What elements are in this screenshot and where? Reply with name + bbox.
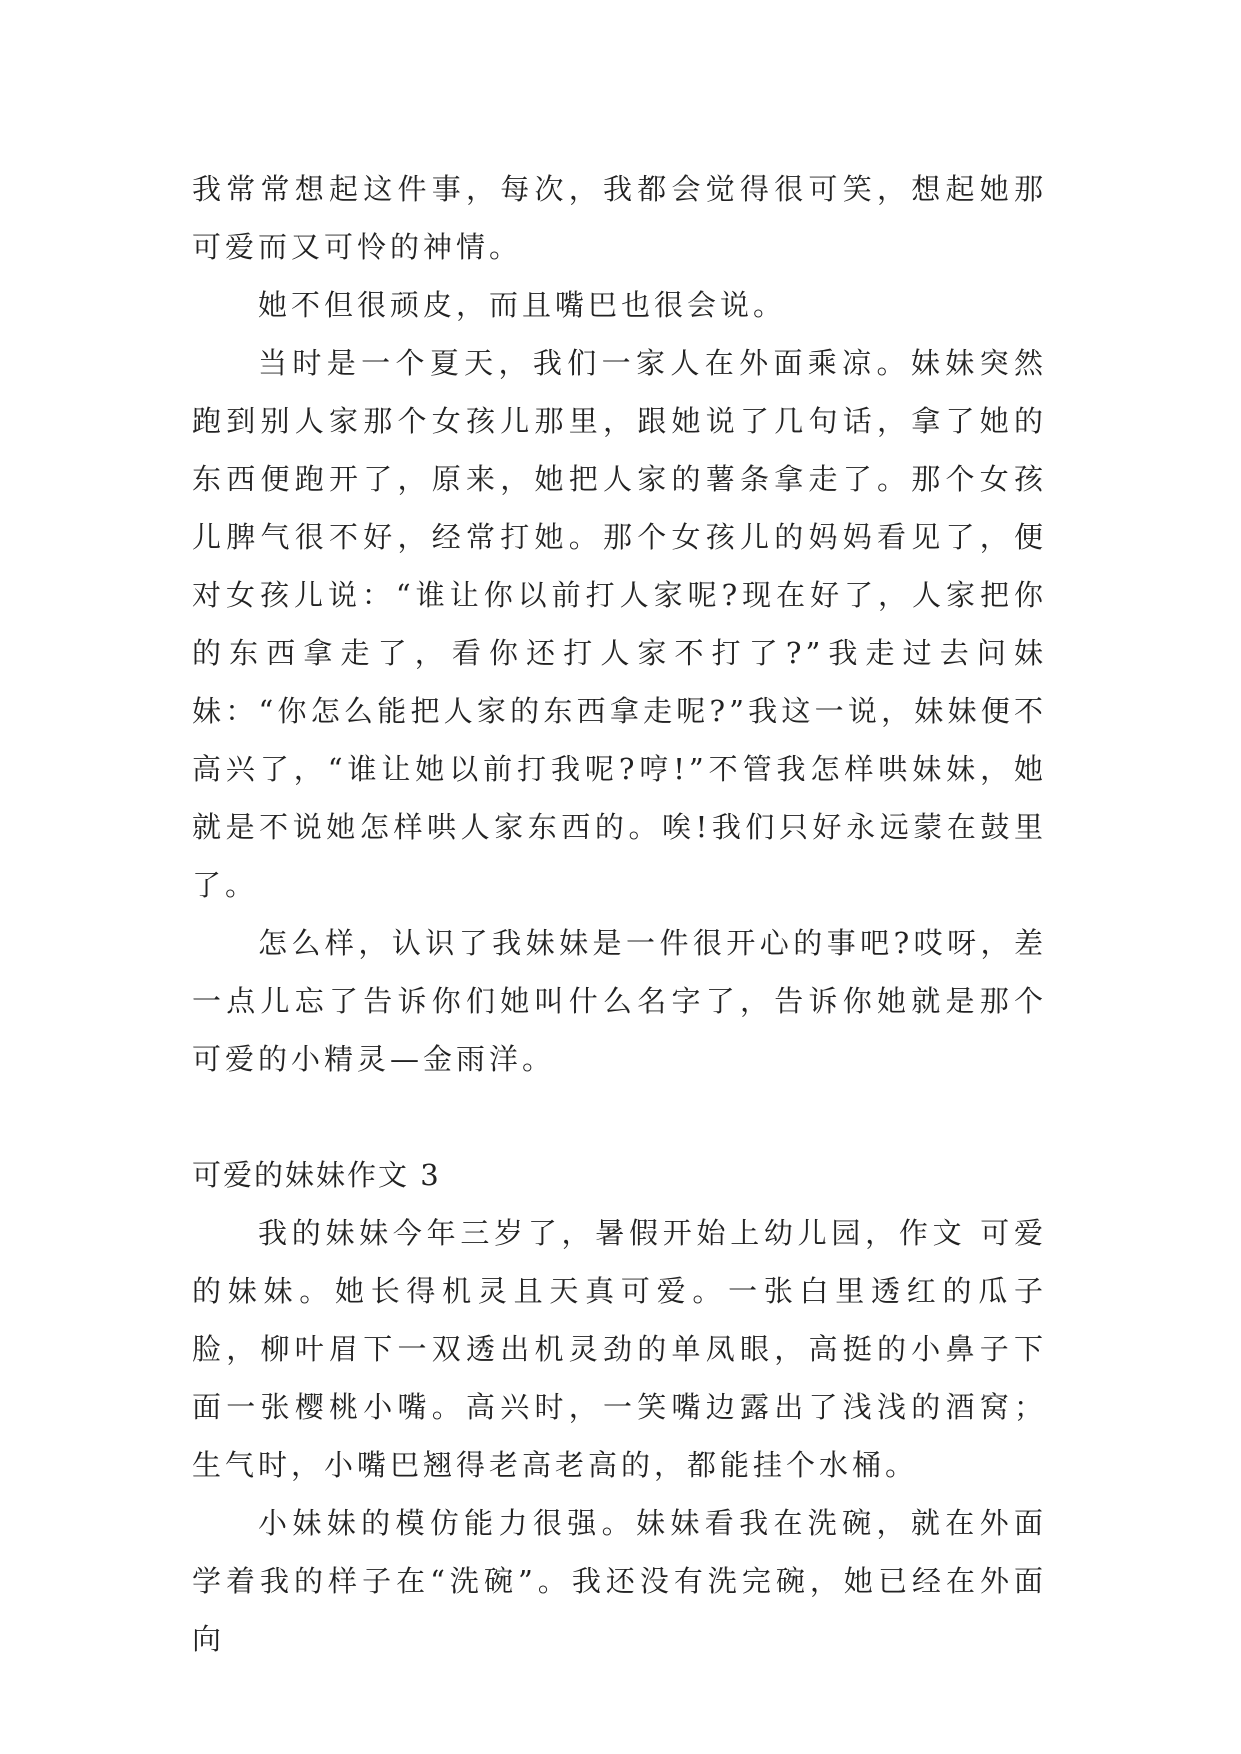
- paragraph: 我常常想起这件事，每次，我都会觉得很可笑，想起她那可爱而又可怜的神情。: [192, 172, 1047, 264]
- section-spacer: [192, 1088, 1047, 1146]
- document-body: [192, 160, 1047, 1668]
- paragraph: 我的妹妹今年三岁了，暑假开始上幼儿园，作文 可爱的妹妹。她长得机灵且天真可爱。一张白里透红的瓜子脸，柳叶眉下一双透出机灵劲的单凤眼，高挺的小鼻子下面一张樱桃小嘴。高兴时，一笑嘴边露出了浅浅的酒窝；生气时，小嘴巴翘得老高老高的，都能挂个水桶。: [192, 1216, 1047, 1482]
- paragraph: 当时是一个夏天，我们一家人在外面乘凉。妹妹突然跑到别人家那个女孩儿那里，跟她说了几句话，拿了她的东西便跑开了，原来，她把人家的薯条拿走了。那个女孩儿脾气很不好，经常打她。那个女孩儿的妈妈看见了，便对女孩儿说：“谁让你以前打人家呢?现在好了，人家把你的东西拿走了，看你还打人家不打了?”我走过去问妹妹：“你怎么能把人家的东西拿走呢?”我这一说，妹妹便不高兴了，“谁让她以前打我呢?哼!”不管我怎样哄妹妹，她就是不说她怎样哄人家东西的。唉!我们只好永远蒙在鼓里了。: [192, 346, 1047, 902]
- paragraph: 怎么样，认识了我妹妹是一件很开心的事吧?哎呀，差一点儿忘了告诉你们她叫什么名字了，告诉你她就是那个可爱的小精灵—金雨洋。: [192, 926, 1047, 1076]
- paragraph: 她不但很顽皮，而且嘴巴也很会说。: [258, 288, 787, 322]
- paragraph: 小妹妹的模仿能力很强。妹妹看我在洗碗，就在外面学着我的样子在“洗碗”。我还没有洗完碗，她已经在外面向: [192, 1506, 1047, 1656]
- section-title: 可爱的妹妹作文 3: [192, 1158, 441, 1192]
